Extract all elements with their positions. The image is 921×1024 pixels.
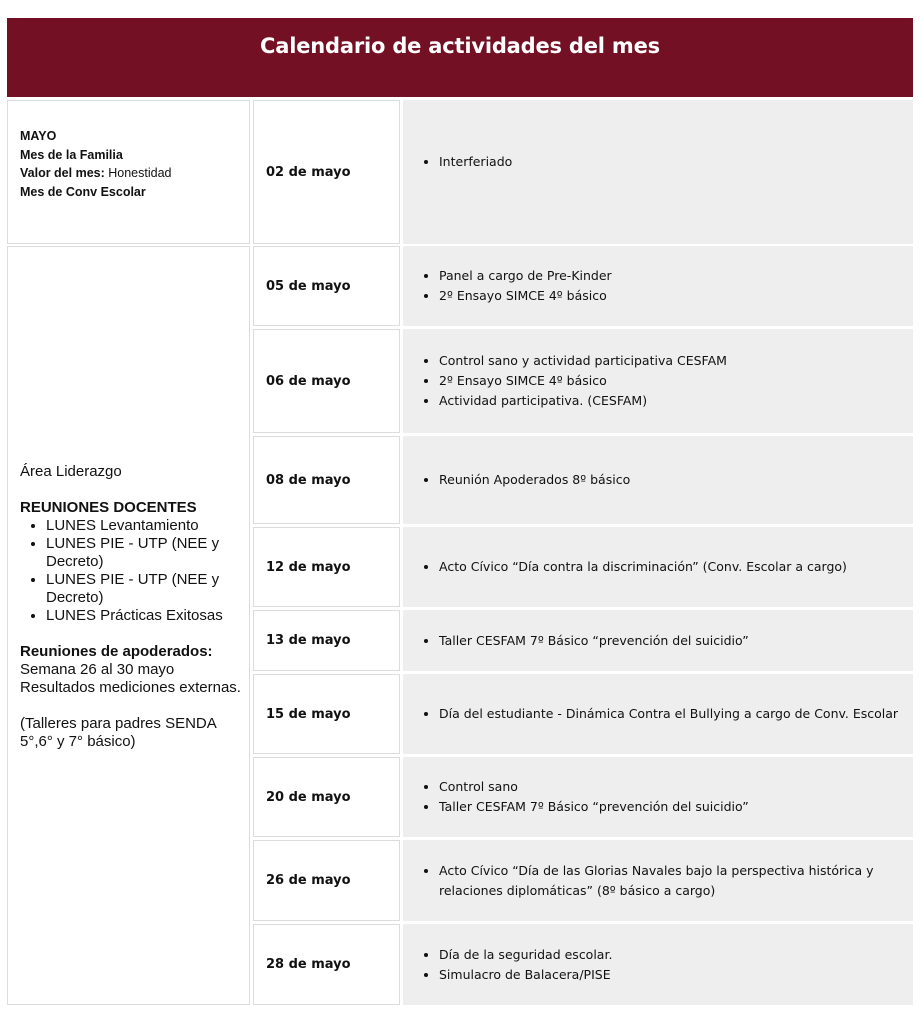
list-item: • Control sano <box>439 777 749 797</box>
activity-cell <box>403 100 913 244</box>
leadership-cell <box>7 246 250 1005</box>
parents-results: Resultados mediciones externas. <box>20 679 241 696</box>
activity-cell <box>403 527 913 607</box>
list-item: • Día de la seguridad escolar. <box>439 945 612 965</box>
activity-cell <box>403 840 913 921</box>
date-cell: 05 de mayo <box>253 246 400 326</box>
parents-week: Semana 26 al 30 mayo <box>20 661 175 678</box>
activity-cell <box>403 757 913 837</box>
date-cell: 20 de mayo <box>253 757 400 837</box>
list-item: • LUNES PIE - UTP (NEE y Decreto) <box>46 535 241 571</box>
list-item: • 2º Ensayo SIMCE 4º básico <box>439 371 727 391</box>
month-value-label: Valor del mes: <box>20 166 105 180</box>
activity-cell <box>403 246 913 326</box>
meetings-title: REUNIONES DOCENTES <box>20 499 197 516</box>
date-cell: 08 de mayo <box>253 436 400 524</box>
month-conv: Mes de Conv Escolar <box>20 184 146 199</box>
activity-cell <box>403 610 913 671</box>
list-item: • Panel a cargo de Pre-Kinder <box>439 266 612 286</box>
list-item: • Día del estudiante - Dinámica Contra el Bullying a cargo de Conv. Escolar <box>439 704 898 724</box>
workshops-note: (Talleres para padres SENDA 5°,6° y 7° básico) <box>20 715 216 750</box>
list-item: • Actividad participativa. (CESFAM) <box>439 391 727 411</box>
parents-title: Reuniones de apoderados: <box>20 643 213 660</box>
month-name: MAYO <box>20 129 57 143</box>
activity-cell <box>403 329 913 433</box>
page-title: Calendario de actividades del mes <box>260 34 660 58</box>
list-item: • Interferiado <box>439 152 512 172</box>
list-item: • Acto Cívico “Día contra la discriminación” (Conv. Escolar a cargo) <box>439 557 847 577</box>
meetings-list <box>20 517 241 625</box>
activity-cell <box>403 674 913 754</box>
date-cell: 02 de mayo <box>253 100 400 244</box>
list-item: • Control sano y actividad participativa CESFAM <box>439 351 727 371</box>
date-cell: 15 de mayo <box>253 674 400 754</box>
list-item: • 2º Ensayo SIMCE 4º básico <box>439 286 612 306</box>
list-item: • Taller CESFAM 7º Básico “prevención del suicidio” <box>439 797 749 817</box>
area-title: Área Liderazgo <box>20 463 122 480</box>
date-cell: 13 de mayo <box>253 610 400 671</box>
date-cell: 28 de mayo <box>253 924 400 1005</box>
list-item: • Simulacro de Balacera/PISE <box>439 965 612 985</box>
date-cell: 12 de mayo <box>253 527 400 607</box>
activity-cell <box>403 924 913 1005</box>
list-item: • LUNES Levantamiento <box>46 517 241 535</box>
list-item: • Taller CESFAM 7º Básico “prevención del suicidio” <box>439 631 749 651</box>
list-item: • LUNES PIE - UTP (NEE y Decreto) <box>46 571 241 607</box>
month-info-cell <box>7 100 250 244</box>
list-item: • Acto Cívico “Día de las Glorias Navales bajo la perspectiva histórica y relaciones diplomáticas” (8º básico a cargo) <box>439 861 899 901</box>
date-cell: 06 de mayo <box>253 329 400 433</box>
list-item: • LUNES Prácticas Exitosas <box>46 607 241 625</box>
activity-cell <box>403 436 913 524</box>
month-value: Honestidad <box>108 166 172 180</box>
list-item: • Reunión Apoderados 8º básico <box>439 470 630 490</box>
page-header <box>7 18 913 97</box>
date-cell: 26 de mayo <box>253 840 400 921</box>
month-theme: Mes de la Familia <box>20 147 123 162</box>
